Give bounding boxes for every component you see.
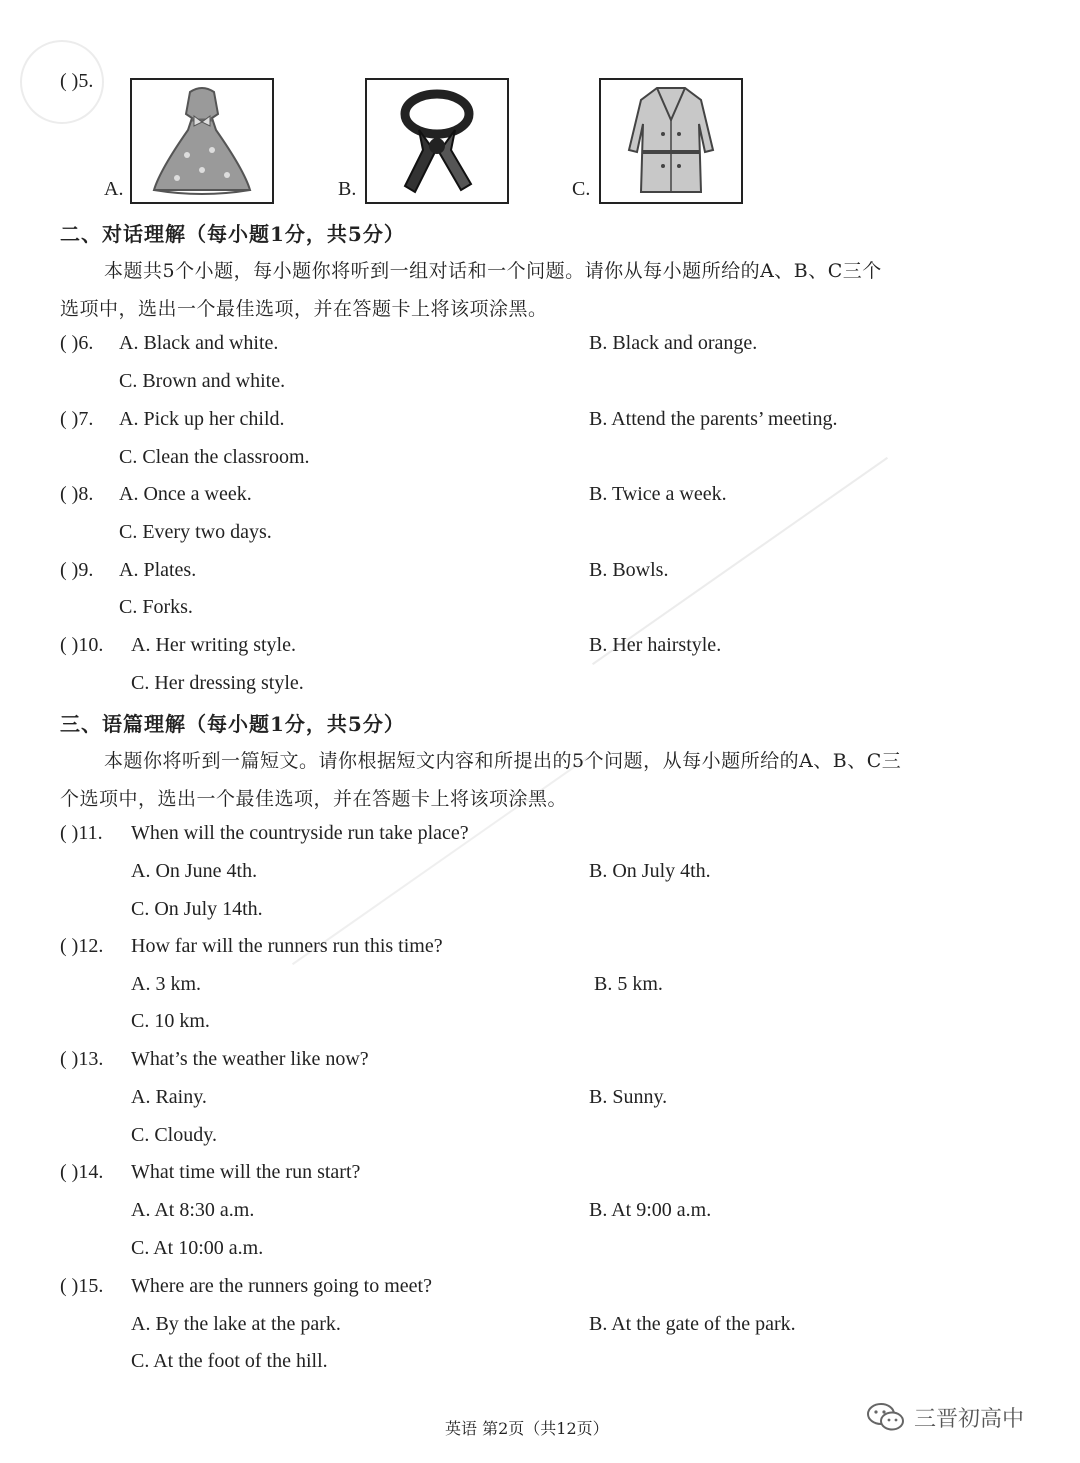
question-7-option-a: A. Pick up her child.: [119, 408, 285, 430]
wechat-icon: [866, 1401, 906, 1433]
q5-option-a-letter: A.: [104, 178, 124, 200]
question-9-option-b: B. Bowls.: [589, 559, 669, 581]
section-3-heading: 三、语篇理解（每小题1分，共5分）: [60, 712, 405, 736]
question-12-number: ( )12.: [60, 935, 104, 957]
question-5-number: ( )5.: [60, 70, 94, 92]
question-11-option-c: C. On July 14th.: [131, 898, 263, 920]
question-10-number: ( )10.: [60, 634, 104, 656]
question-11-number: ( )11.: [60, 822, 103, 844]
question-10-option-c: C. Her dressing style.: [131, 672, 304, 694]
question-15-text: Where are the runners going to meet?: [131, 1275, 432, 1297]
question-7-option-c: C. Clean the classroom.: [119, 446, 310, 468]
question-15-option-a: A. By the lake at the park.: [131, 1313, 341, 1335]
question-14-number: ( )14.: [60, 1161, 104, 1183]
question-6-number: ( )6.: [60, 332, 94, 354]
question-8-number: ( )8.: [60, 483, 94, 505]
question-11-option-b: B. On July 4th.: [589, 860, 711, 882]
question-14-option-c: C. At 10:00 a.m.: [131, 1237, 264, 1259]
question-8-option-a: A. Once a week.: [119, 483, 252, 505]
section-3-instruction-line1: 本题你将听到一篇短文。请你根据短文内容和所提出的5个问题，从每小题所给的A、B、C三: [104, 750, 902, 772]
question-9-option-c: C. Forks.: [119, 596, 193, 618]
scarf-icon: [367, 80, 507, 202]
question-13-option-a: A. Rainy.: [131, 1086, 207, 1108]
question-13-option-b: B. Sunny.: [589, 1086, 668, 1108]
brand-name: 三晋初高中: [914, 1406, 1025, 1432]
question-11-text: When will the countryside run take place?: [131, 822, 469, 844]
section-2-instruction-line2: 选项中，选出一个最佳选项，并在答题卡上将该项涂黑。: [60, 298, 548, 320]
question-11-option-a: A. On June 4th.: [131, 860, 258, 882]
q5-option-c-image: [599, 78, 743, 204]
question-15-option-c: C. At the foot of the hill.: [131, 1350, 328, 1372]
question-8-option-b: B. Twice a week.: [589, 483, 727, 505]
q5-option-b-image: [365, 78, 509, 204]
question-12-text: How far will the runners run this time?: [131, 935, 443, 957]
brand-watermark: [866, 1400, 1024, 1434]
question-13-number: ( )13.: [60, 1048, 104, 1070]
question-9-option-a: A. Plates.: [119, 559, 197, 581]
question-6-option-b: B. Black and orange.: [589, 332, 758, 354]
question-12-option-a: A. 3 km.: [131, 973, 201, 995]
question-7-number: ( )7.: [60, 408, 94, 430]
question-15-option-b: B. At the gate of the park.: [589, 1313, 796, 1335]
coat-icon: [601, 80, 741, 202]
page-footer: 英语 第2页（共12页）: [445, 1419, 609, 1438]
question-10-option-a: A. Her writing style.: [131, 634, 296, 656]
question-10-option-b: B. Her hairstyle.: [589, 634, 722, 656]
question-9-number: ( )9.: [60, 559, 94, 581]
question-8-option-c: C. Every two days.: [119, 521, 272, 543]
question-12-option-c: C. 10 km.: [131, 1010, 210, 1032]
q5-option-b-letter: B.: [338, 178, 357, 200]
q5-option-a-image: [130, 78, 274, 204]
dress-icon: [132, 80, 272, 202]
question-6-option-c: C. Brown and white.: [119, 370, 286, 392]
section-2-heading: 二、对话理解（每小题1分，共5分）: [60, 222, 405, 246]
section-3-instruction-line2: 个选项中，选出一个最佳选项，并在答题卡上将该项涂黑。: [60, 788, 568, 810]
question-7-option-b: B. Attend the parents’ meeting.: [589, 408, 838, 430]
question-15-number: ( )15.: [60, 1275, 104, 1297]
question-6-option-a: A. Black and white.: [119, 332, 279, 354]
section-2-instruction-line1: 本题共5个小题，每小题你将听到一组对话和一个问题。请你从每小题所给的A、B、C三个: [104, 260, 882, 282]
question-14-text: What time will the run start?: [131, 1161, 361, 1183]
question-12-option-b: B. 5 km.: [594, 973, 663, 995]
question-14-option-a: A. At 8:30 a.m.: [131, 1199, 255, 1221]
q5-option-c-letter: C.: [572, 178, 591, 200]
question-13-option-c: C. Cloudy.: [131, 1124, 217, 1146]
question-14-option-b: B. At 9:00 a.m.: [589, 1199, 712, 1221]
question-13-text: What’s the weather like now?: [131, 1048, 369, 1070]
